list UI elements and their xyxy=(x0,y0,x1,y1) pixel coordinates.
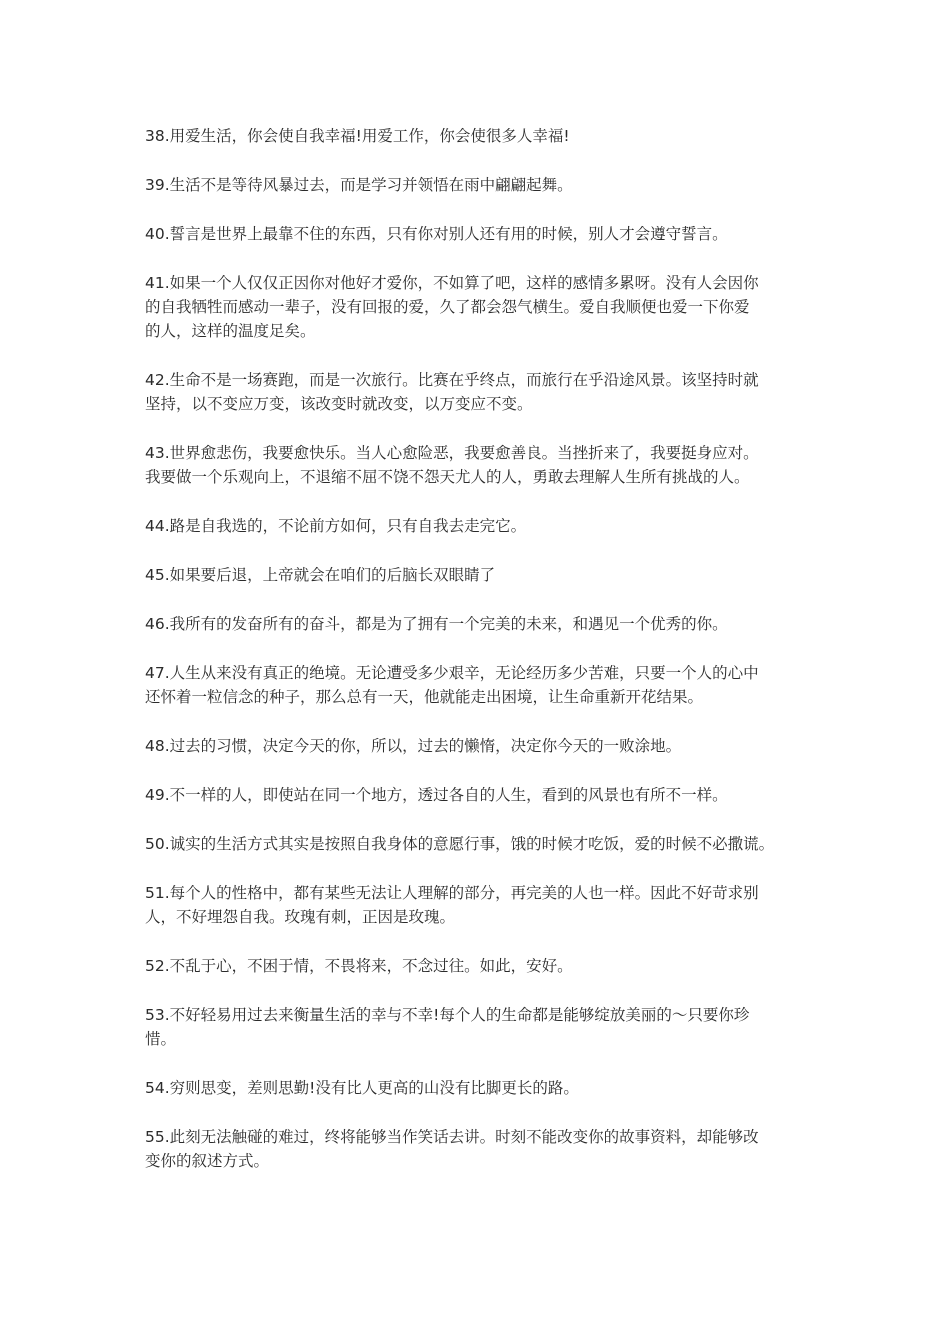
paragraph-44: 44.路是自我选的，不论前方如何，只有自我去走完它。 xyxy=(145,517,527,535)
paragraph-40: 40.誓言是世界上最靠不住的东西，只有你对别人还有用的时候，别人才会遵守誓言。 xyxy=(145,225,728,243)
paragraph-52: 52.不乱于心，不困于情，不畏将来，不念过往。如此，安好。 xyxy=(145,957,573,975)
paragraph-39: 39.生活不是等待风暴过去，而是学习并领悟在雨中翩翩起舞。 xyxy=(145,176,573,194)
paragraph-43: 43.世界愈悲伤，我要愈快乐。当人心愈险恶，我要愈善良。当挫折来了，我要挺身应对。 我要做一个乐观向上，不退缩不屈不饶不怨天尤人的人，勇敢去理解人生所有挑战的人。 xyxy=(145,444,759,486)
paragraph-48: 48.过去的习惯，决定今天的你，所以，过去的懒惰，决定你今天的一败涂地。 xyxy=(145,737,682,755)
paragraph-54: 54.穷则思变，差则思勤!没有比人更高的山没有比脚更长的路。 xyxy=(145,1079,579,1097)
paragraph-50: 50.诚实的生活方式其实是按照自我身体的意愿行事，饿的时候才吃饭，爱的时候不必撒谎。 xyxy=(145,835,775,853)
paragraph-55: 55.此刻无法触碰的难过，终将能够当作笑话去讲。时刻不能改变你的故事资料，却能够改 变你的叙述方式。 xyxy=(145,1128,759,1170)
paragraph-53: 53.不好轻易用过去来衡量生活的幸与不幸!每个人的生命都是能够绽放美丽的～只要你珍 惜。 xyxy=(145,1006,750,1048)
paragraph-41: 41.如果一个人仅仅正因你对他好才爱你，不如算了吧，这样的感情多累呀。没有人会因你 的自我牺牲而感动一辈子，没有回报的爱，久了都会怨气横生。爱自我顺便也爱一下你爱 的人，这样的温度足矣。 xyxy=(145,274,759,340)
paragraph-51: 51.每个人的性格中，都有某些无法让人理解的部分，再完美的人也一样。因此不好苛求别 人，不好埋怨自我。玫瑰有刺，正因是玫瑰。 xyxy=(145,884,759,926)
paragraph-42: 42.生命不是一场赛跑，而是一次旅行。比赛在乎终点，而旅行在乎沿途风景。该坚持时就 坚持，以不变应万变，该改变时就改变，以万变应不变。 xyxy=(145,371,759,413)
paragraph-38: 38.用爱生活，你会使自我幸福!用爱工作，你会使很多人幸福! xyxy=(145,127,570,145)
paragraph-49: 49.不一样的人，即使站在同一个地方，透过各自的人生，看到的风景也有所不一样。 xyxy=(145,786,728,804)
paragraph-46: 46.我所有的发奋所有的奋斗，都是为了拥有一个完美的未来，和遇见一个优秀的你。 xyxy=(145,615,728,633)
document-body xyxy=(145,124,815,1198)
paragraph-45: 45.如果要后退，上帝就会在咱们的后脑长双眼睛了 xyxy=(145,566,496,584)
paragraph-47: 47.人生从来没有真正的绝境。无论遭受多少艰辛，无论经历多少苦难，只要一个人的心中 还怀着一粒信念的种子，那么总有一天，他就能走出困境，让生命重新开花结果。 xyxy=(145,664,759,706)
